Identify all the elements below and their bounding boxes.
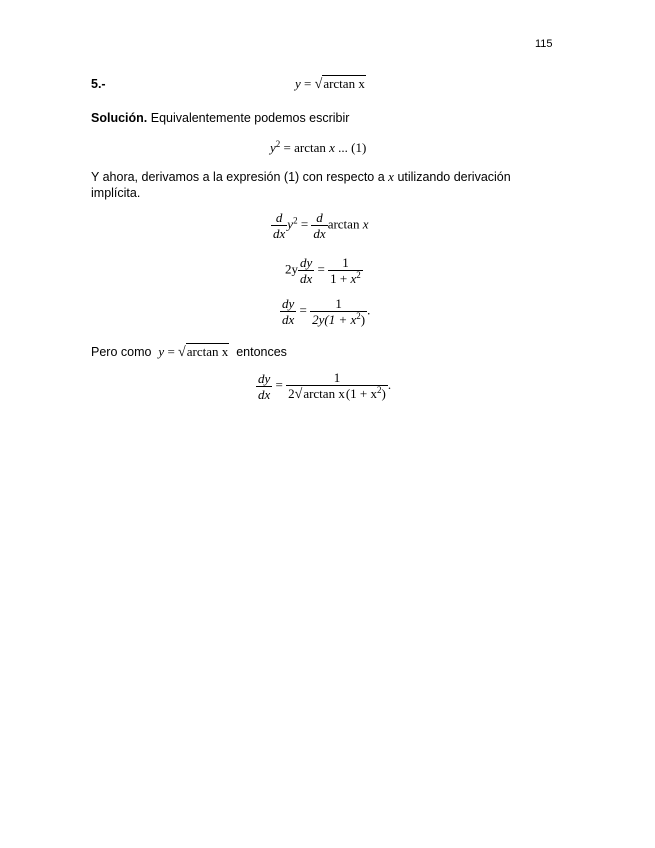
paragraph: Y ahora, derivamos a la expresión (1) con respecto a x utilizando derivación implícita. (91, 169, 511, 200)
equation-4: $\frac{dy}{dx}$ = $\frac{1}{2y(1 + x^2)}$ . (282, 296, 371, 327)
solution-text: Equivalentemente podemos escribir (150, 111, 350, 125)
problem-number: 5.- (91, 77, 106, 91)
pero-line: Pero como y = √arctan x entonces (91, 344, 287, 360)
equation-5: $\frac{dy}{dx}$ = $\frac{1}{2√\arctan x(1 + x^2)}$ . (258, 370, 392, 402)
solution-label: Solución. (91, 111, 148, 125)
equation-2: $\frac{d}{dx}$ $y^2$ = $\frac{d}{dx}$ arctan x (273, 210, 369, 241)
equation-1: $y^2 = \arctan x$ ... (1) (270, 139, 367, 155)
solution-line (91, 111, 349, 125)
equation-3: 2y $\frac{dy}{dx}$ = $\frac{1}{1 + x^2}$ (285, 255, 361, 286)
page-number: 115 (535, 38, 553, 50)
problem-equation: y = √arctan x (295, 76, 365, 92)
